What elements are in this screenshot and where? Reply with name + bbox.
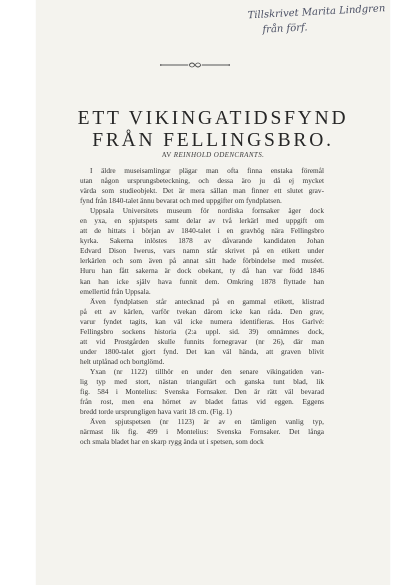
page-title — [36, 108, 390, 152]
text-line: Edvard Dison Iwerus, vars namn står skrivet på en etikett under — [80, 246, 324, 256]
text-line: att vid Prostgården skulle funnits fornegravar (nr 26), där man — [80, 336, 324, 346]
text-line: lerkärlen och som även på annat sätt hade förbindelse med muséet. — [80, 256, 324, 266]
text-line: på ett av kärlen, varför tvekan därom icke kan råda. Den grav, — [80, 306, 324, 316]
text-line: varur fyndet tagits, kan väl icke numera identifieras. Hos Garlvé: — [80, 316, 324, 326]
text-line: och smala bladet har en skarp rygg ända ut i spetsen, som dock — [80, 437, 264, 447]
inscription-line-1: Tillskrivet Marita Lindgren — [247, 3, 386, 22]
text-line: under 1800-talet gjort fynd. Det kan väl hända, att graven blivit — [80, 346, 324, 356]
text-line: I äldre museisamlingar plägar man ofta finna enstaka föremål — [90, 166, 324, 175]
text-line: kan han icke själv hava funnit dem. Omkring 1878 flyttade han — [80, 276, 324, 286]
text-line: att de hittats i början av 1840-talet i en gravhög nära Fellingsbro — [80, 226, 324, 236]
title-line-1: ETT VIKINGATIDSFYND — [77, 108, 349, 129]
paragraph — [80, 166, 324, 206]
ornament-divider — [160, 60, 230, 70]
paragraph — [80, 297, 324, 367]
text-line: Huru han fått sakerna är dock obekant, ty då han var född 1846 — [80, 266, 324, 276]
text-line: lig typ med stort, nästan triangulärt och ganska tunt blad, lik — [80, 376, 324, 386]
title-line-2: FRÅN FELLINGSBRO. — [92, 130, 334, 151]
text-line: Uppsala Universitets museum för nordiska fornsaker äger dock — [90, 206, 324, 216]
byline — [36, 151, 390, 159]
text-line: fynd från 1840-talet ännu bevarat och med uppgifter om fyndplatsen. — [80, 196, 282, 206]
article-body — [80, 166, 324, 447]
text-line: från rost, men ena hörnet av bladet fattas vid eggen. Eggens — [80, 397, 324, 407]
text-line: kyrka. Sakerna inlöstes 1878 av dåvarande kandidaten Johan — [80, 236, 324, 246]
text-line: helt utplånad och bortglömd. — [80, 356, 165, 366]
text-line: en yxa, en spjutspets samt delar av två lerkärl med uppgift om — [80, 216, 324, 226]
text-line: Yxan (nr 1122) tillhör en under den senare vikingatiden van- — [90, 366, 324, 376]
text-line: bredd torde ursprungligen hava varit 18 cm. (Fig. 1) — [80, 407, 232, 417]
text-line: Även fyndplatsen står antecknad på en gammal etikett, klistrad — [90, 296, 324, 306]
text-line: utan någon ursprungsbeteckning, och dessa äro ju då ej mycket — [80, 176, 324, 186]
text-line: närmast lik fig. 499 i Montelius: Svenska Fornsaker. Det långa — [80, 427, 324, 437]
text-line: Fellingsbro sockens historia (2:a uppl. sid. 39) omnämnes dock, — [80, 326, 324, 336]
text-line: fig. 584 i Montelius: Svenska Fornsaker. Den är rätt väl bevarad — [80, 387, 324, 397]
text-line: emellertid från Uppsala. — [80, 286, 151, 296]
text-line: värda som studieobjekt. Det är mera sällan man finner ett slutet grav- — [80, 186, 324, 196]
paragraph — [80, 367, 324, 417]
paragraph — [80, 417, 324, 447]
byline-author: REINHOLD ODENCRANTS. — [173, 151, 265, 159]
byline-prefix: AV — [161, 151, 172, 159]
text-line: Även spjutspetsen (nr 1123) är av en tämligen vanlig typ, — [90, 417, 324, 427]
inscription-line-2: från förf. — [262, 22, 308, 36]
paragraph — [80, 206, 324, 296]
